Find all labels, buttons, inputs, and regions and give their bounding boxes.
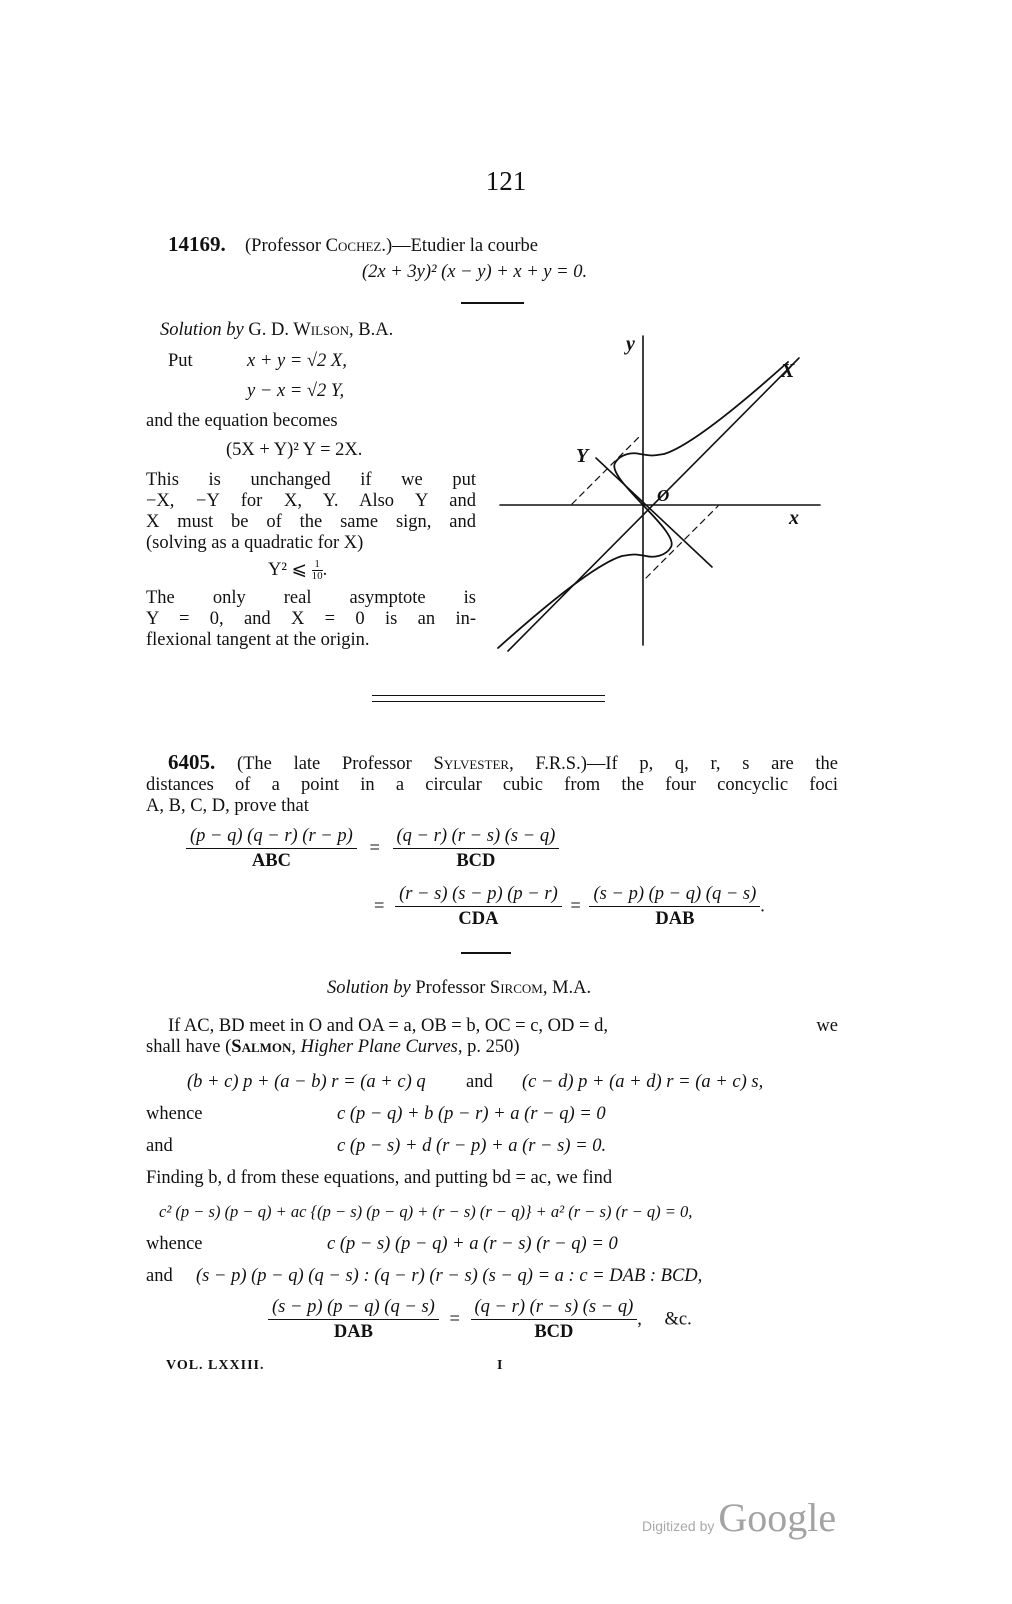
curve-branch-upper: [614, 362, 788, 505]
fraction-numerator: 1: [312, 559, 323, 571]
short-rule: [461, 302, 524, 304]
digitized-watermark: [642, 1494, 836, 1541]
paragraph-symmetry: [146, 470, 476, 554]
and-word: and: [146, 1136, 173, 1156]
watermark-prefix: Digitized by: [642, 1518, 715, 1534]
final-ratio: [268, 1297, 692, 1343]
equation-connector: and: [466, 1072, 493, 1092]
equation-b: (c − d) p + (a + d) r = (a + c) s,: [522, 1072, 764, 1092]
solution-byline: [327, 978, 591, 999]
statement-line-1: [146, 752, 838, 775]
fraction-bcd: [393, 826, 560, 872]
identity-row-2: [374, 884, 765, 930]
author-prefix: (Professor: [245, 236, 326, 256]
text-line: X must be of the same sign, and: [146, 512, 476, 532]
becomes-equation: (5X + Y)² Y = 2X.: [226, 440, 363, 460]
fraction-numerator: (s − p) (p − q) (q − s): [589, 884, 760, 907]
equation-f: c (p − s) (p − q) + a (r − s) (r − q) = 0: [327, 1234, 618, 1254]
cited-author: Salmon: [231, 1037, 292, 1057]
author-suffix: .)—Etudier la courbe: [381, 236, 539, 256]
etc-text: &c.: [664, 1309, 692, 1330]
and-word: and: [146, 1266, 173, 1286]
solution-author: Sircom: [489, 978, 543, 998]
inflexional-tangent-line: [596, 458, 712, 567]
solution-degree: , M.A.: [542, 978, 592, 998]
finding-line: Finding b, d from these equations, and putting bd = ac, we find: [146, 1168, 613, 1188]
intro-main: If AC, BD meet in O and OA = a, OB = b, OC = c, OD = d,: [168, 1016, 608, 1036]
curve-branch-lower: [498, 505, 672, 648]
identity-row-1: [186, 826, 559, 872]
statement-line-2: distances of a point in a circular cubic from the four concyclic foci: [146, 775, 838, 795]
equation-a: (b + c) p + (a − b) r = (a + c) q: [187, 1072, 426, 1092]
period: .: [760, 896, 765, 917]
text-line: This is unchanged if we put: [146, 470, 476, 490]
fraction-dab-final: [268, 1297, 439, 1343]
signature-mark: I: [497, 1358, 503, 1373]
label-Y: Y: [576, 445, 589, 467]
equals-sign: =: [449, 1309, 460, 1330]
fraction-denominator: DAB: [333, 1322, 373, 1342]
equals-sign: =: [570, 896, 581, 917]
volume-footer: VOL. LXXIII.: [166, 1358, 265, 1373]
equation-e: c² (p − s) (p − q) + ac {(p − s) (p − q) + (r − s) (r − q)} + a² (r − s) (r − q) = 0,: [159, 1202, 693, 1221]
solution-label: Solution by: [160, 320, 244, 340]
fraction-abc: [186, 826, 357, 872]
intro-end: we: [816, 1016, 838, 1036]
put-word: Put: [168, 351, 193, 371]
page-number: 121: [485, 166, 527, 196]
intro-suffix: , p. 250): [457, 1037, 520, 1057]
comma: ,: [637, 1309, 642, 1330]
problem-14169-header: [168, 234, 648, 257]
solution-degree: , B.A.: [349, 320, 394, 340]
solution-prefix: Professor: [415, 978, 490, 998]
fraction-numerator: (q − r) (r − s) (s − q): [393, 826, 560, 849]
equation-d: c (p − s) + d (r − p) + a (r − s) = 0.: [337, 1136, 607, 1156]
author-name: Cochez: [325, 236, 382, 256]
solution-label: Solution by: [327, 978, 411, 998]
google-logo: Google: [718, 1495, 837, 1540]
solution-byline: [160, 320, 393, 341]
text-line: (solving as a quadratic for X): [146, 533, 364, 553]
fraction-one-tenth: [312, 559, 323, 582]
inequality-end: .: [322, 559, 328, 580]
intro-line-1: [146, 1016, 838, 1037]
label-X: X: [781, 360, 795, 382]
whence-word: whence: [146, 1104, 203, 1124]
short-rule: [461, 952, 511, 954]
fraction-denominator: CDA: [458, 909, 499, 929]
cited-book: Higher Plane Curves: [300, 1037, 458, 1057]
equals-sign: =: [369, 838, 380, 859]
fraction-denominator: ABC: [251, 851, 291, 871]
fraction-numerator: (s − p) (p − q) (q − s): [268, 1297, 439, 1320]
text-line: The only real asymptote is: [146, 588, 476, 608]
inequality-left: Y² ⩽: [268, 559, 308, 580]
fraction-numerator: (q − r) (r − s) (s − q): [471, 1297, 638, 1320]
intro-line-2: shall have (Salmon, Higher Plane Curves, p. 250): [146, 1037, 520, 1057]
fraction-denominator: BCD: [456, 851, 496, 871]
fraction-cda: [395, 884, 562, 930]
equals-sign: =: [374, 896, 385, 917]
inequality: [268, 559, 327, 582]
solution-author: G. D. Wilson: [248, 320, 350, 340]
problem-number: 14169.: [168, 232, 226, 256]
fraction-denominator: 10: [311, 570, 323, 582]
intro-prefix: shall have (: [146, 1037, 232, 1057]
put-equation-1: x + y = √2 X,: [247, 351, 347, 371]
author-prefix: (The late Professor: [236, 754, 434, 774]
label-origin: O: [657, 486, 670, 505]
label-x-axis: x: [789, 507, 799, 529]
becomes-text: and the equation becomes: [146, 411, 338, 431]
problem-number: 6405.: [168, 750, 216, 774]
put-equation-2: y − x = √2 Y,: [247, 381, 345, 401]
text-line: Y = 0, and X = 0 is an in-: [146, 609, 476, 629]
fraction-bcd-final: [471, 1297, 638, 1343]
statement-line-3: A, B, C, D, prove that: [146, 796, 309, 816]
solution-intro: [146, 1016, 838, 1058]
dashed-bound-lower: [646, 506, 718, 578]
label-y-axis: y: [626, 333, 635, 355]
problem-equation: (2x + 3y)² (x − y) + x + y = 0.: [362, 262, 588, 282]
separator-top: [372, 695, 605, 696]
paragraph-asymptote: [146, 588, 476, 651]
text-line: −X, −Y for X, Y. Also Y and: [146, 491, 476, 511]
author-name: Sylvester: [433, 754, 510, 774]
fraction-dab: [589, 884, 760, 930]
fraction-numerator: (r − s) (s − p) (p − r): [395, 884, 562, 907]
fraction-denominator: BCD: [534, 1322, 574, 1342]
equation-g: (s − p) (p − q) (q − s) : (q − r) (r − s) (s − q) = a : c = DAB : BCD,: [196, 1266, 703, 1286]
text-line: flexional tangent at the origin.: [146, 630, 370, 650]
whence-word: whence: [146, 1234, 203, 1254]
fraction-numerator: (p − q) (q − r) (r − p): [186, 826, 357, 849]
author-suffix: , F.R.S.)—If p, q, r, s are the: [509, 754, 838, 774]
curve-figure: [490, 320, 835, 665]
equation-c: c (p − q) + b (p − r) + a (r − q) = 0: [337, 1104, 606, 1124]
fraction-denominator: DAB: [655, 909, 695, 929]
separator-bottom: [372, 701, 605, 702]
problem-6405-statement: [146, 752, 838, 817]
